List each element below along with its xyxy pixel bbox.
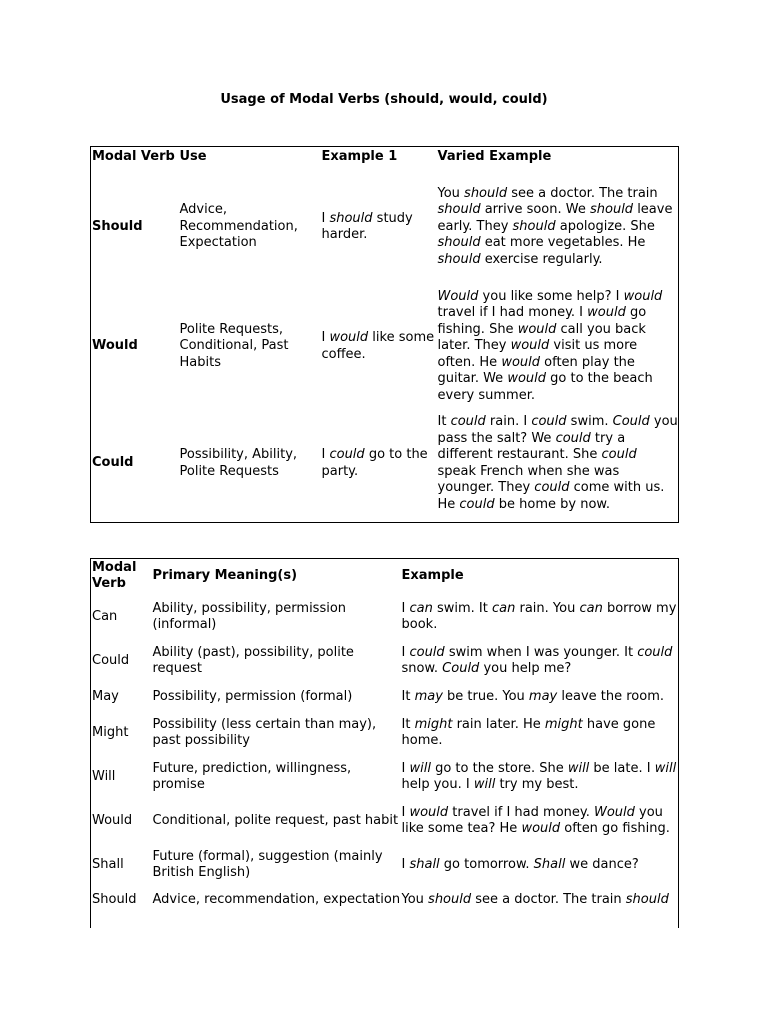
table-row (91, 593, 679, 641)
modal-verb-cell: Shall (92, 856, 124, 872)
table-row (91, 641, 679, 681)
table-header-row (91, 147, 679, 167)
table-row (91, 166, 679, 288)
varied-example-cell: Would you like some help? I would travel if I had money. I would go fishing. She would call you back later. They would visit us more often. He would often play the guitar. We would go to the beach every summer. (437, 288, 663, 403)
example-cell: It might rain later. He might have gone home. (401, 716, 656, 748)
table-row (91, 801, 679, 841)
example-cell: I can swim. It can rain. You can borrow my book. (401, 600, 677, 632)
example-cell: I would travel if I had money. Would you like some tea? He would often go fishing. (401, 804, 670, 836)
table-row (91, 713, 679, 753)
table-row (91, 841, 679, 889)
example-cell: I should study harder. (321, 210, 413, 242)
example-cell: I could go to the party. (321, 447, 428, 479)
example-cell: I could swim when I was younger. It could snow. Could you help me? (401, 644, 673, 676)
header-example: Example (401, 567, 464, 583)
modal-verb-cell: Should (92, 218, 143, 234)
modal-verbs-meaning-table (90, 558, 679, 928)
meaning-cell: Future, prediction, willingness, promise (152, 760, 352, 792)
example-cell: I would like some coffee. (321, 330, 435, 362)
modal-verb-cell: Might (92, 724, 129, 740)
modal-verb-cell: Can (92, 608, 118, 624)
modal-verb-cell: Could (92, 652, 130, 668)
modal-verbs-usage-table (90, 146, 679, 523)
example-cell: I shall go tomorrow. Shall we dance? (401, 856, 639, 872)
example-cell: I will go to the store. She will be late. I will help you. I will try my best. (401, 760, 677, 792)
header-primary-meaning: Primary Meaning(s) (152, 567, 298, 583)
example-cell: You should see a doctor. The train should (401, 892, 669, 907)
varied-example-cell: It could rain. I could swim. Could you pass the salt? We could try a different restaurant. She could speak French when she was younger. They could come with us. He could be home by now. (437, 414, 678, 512)
modal-verb-cell: Will (92, 768, 116, 784)
page-title: Usage of Modal Verbs (should, would, could) (220, 92, 548, 107)
meaning-cell: Possibility, permission (formal) (152, 688, 353, 704)
header-example-1: Example 1 (321, 148, 398, 164)
table-row (91, 288, 679, 405)
modal-verb-cell: Would (92, 338, 138, 354)
meaning-cell: Advice, recommendation, expectation (152, 892, 401, 907)
header-varied-example: Varied Example (437, 148, 552, 164)
modal-verb-cell: May (92, 688, 119, 704)
modal-verb-cell: Would (92, 812, 133, 828)
meaning-cell: Ability (past), possibility, polite request (152, 644, 354, 676)
table-row (91, 681, 679, 713)
table-row (91, 405, 679, 523)
header-use: Use (179, 148, 207, 164)
table-header-row (91, 559, 679, 594)
use-cell: Advice, Recommendation, Expectation (179, 202, 298, 251)
header-modal-verb: Modal Verb (92, 559, 137, 591)
use-cell: Polite Requests, Conditional, Past Habits (179, 321, 289, 370)
meaning-cell: Possibility (less certain than may), past possibility (152, 716, 377, 748)
meaning-cell: Conditional, polite request, past habit (152, 812, 399, 828)
modal-verb-cell: Could (92, 455, 134, 471)
meaning-cell: Ability, possibility, permission (informal) (152, 600, 347, 632)
use-cell: Possibility, Ability, Polite Requests (179, 447, 298, 479)
varied-example-cell: You should see a doctor. The train should arrive soon. We should leave early. They should apologize. She should eat more vegetables. He should exercise regularly. (437, 185, 673, 267)
header-modal-verb: Modal Verb (92, 148, 175, 164)
table-row (91, 889, 679, 928)
table-row (91, 753, 679, 801)
modal-verb-cell: Should (92, 892, 137, 907)
example-cell: It may be true. You may leave the room. (401, 688, 664, 704)
meaning-cell: Future (formal), suggestion (mainly British English) (152, 848, 383, 880)
